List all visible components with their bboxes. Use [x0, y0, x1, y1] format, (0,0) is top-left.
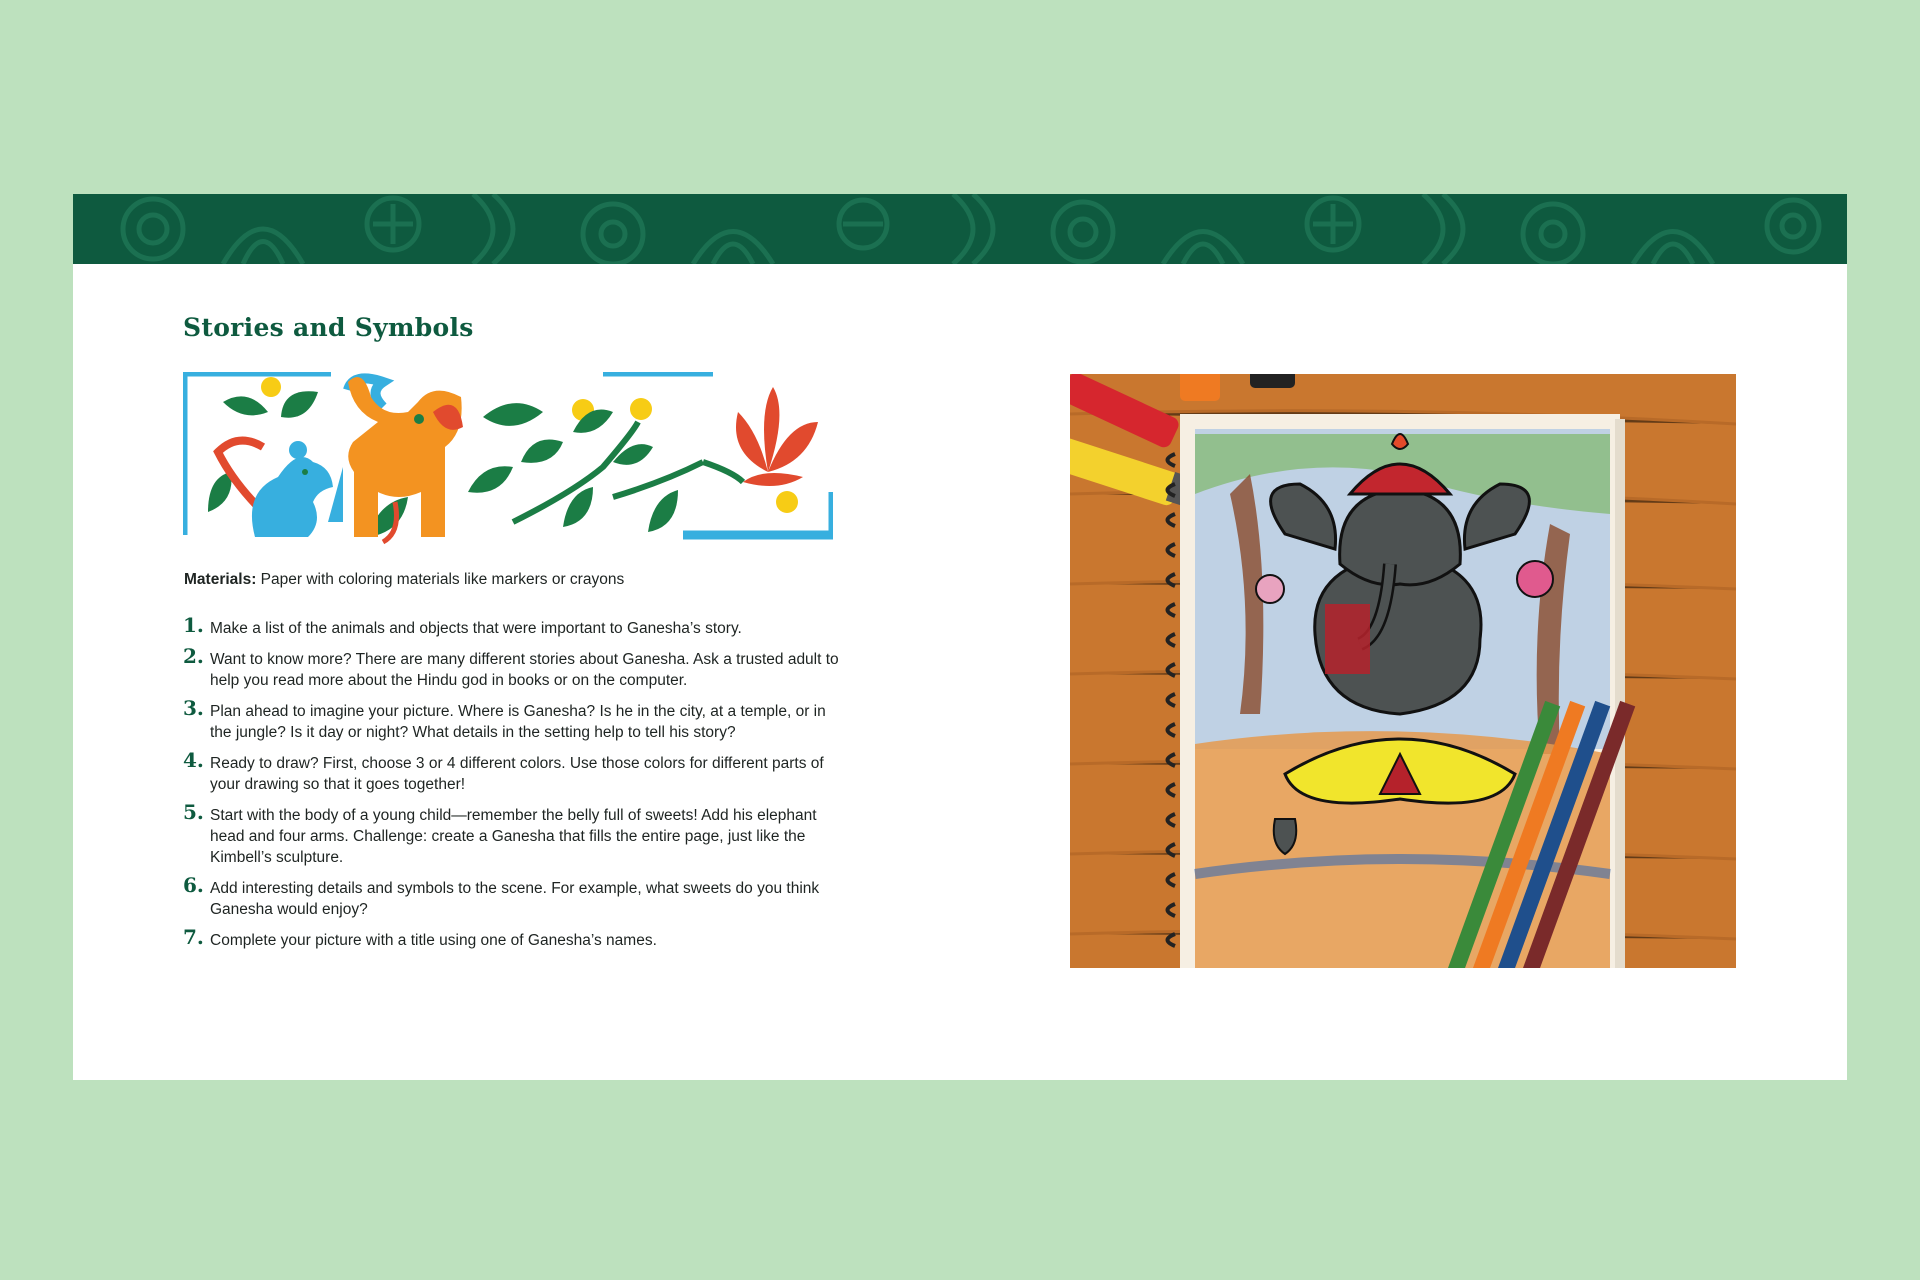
vine-icon: [468, 403, 703, 532]
step-item: [183, 748, 863, 795]
materials-label: Materials:: [184, 571, 257, 588]
step-number: 1.: [183, 613, 204, 637]
step-item: [183, 873, 863, 920]
instruction-steps: [183, 613, 863, 961]
step-text: Ready to draw? First, choose 3 or 4 different colors. Use those colors for different parts of your drawing so that it goes together!: [210, 755, 824, 793]
ganesha-drawing-photo: [1070, 374, 1736, 968]
step-text: Make a list of the animals and objects that were important to Ganesha’s story.: [210, 620, 742, 637]
step-text: Add interesting details and symbols to the scene. For example, what sweets do you think Ganesha would enjoy?: [210, 880, 820, 918]
step-number: 3.: [183, 696, 204, 720]
step-text: Plan ahead to imagine your picture. Where is Ganesha? Is he in the city, at a temple, or in the jungle? Is it day or night? What details in the setting help to tell his story?: [210, 703, 826, 741]
step-number: 6.: [183, 873, 204, 897]
step-text: Want to know more? There are many different stories about Ganesha. Ask a trusted adult to help you read more about the Hindu god in books or on the computer.: [210, 651, 839, 689]
mouse-icon: [218, 441, 333, 537]
sketchbook-drawing-image: [1070, 374, 1736, 968]
materials-text: Paper with coloring materials like markers or crayons: [256, 571, 625, 588]
banner-pattern-icon: [73, 194, 1847, 264]
frame-corner-bottom-right-icon: [683, 492, 833, 535]
step-number: 7.: [183, 925, 204, 949]
activity-page: [73, 194, 1847, 1080]
ganesha-motif-illustration: [183, 372, 833, 557]
page-title: Stories and Symbols: [183, 313, 474, 342]
decorative-banner: [73, 194, 1847, 264]
elephant-icon: [328, 377, 463, 542]
materials-line: [184, 571, 624, 589]
step-item: [183, 800, 863, 868]
step-number: 4.: [183, 748, 204, 772]
lotus-flower-icon: [703, 387, 818, 486]
step-item: [183, 696, 863, 743]
step-item: [183, 925, 863, 951]
step-text: Start with the body of a young child—remember the belly full of sweets! Add his elephant head and four arms. Challenge: create a Ganesha that fills the entire page, just like the Kimbell’s sculpture.: [210, 807, 817, 866]
step-item: [183, 644, 863, 691]
step-item: [183, 613, 863, 639]
step-number: 2.: [183, 644, 204, 668]
step-text: Complete your picture with a title using one of Ganesha’s names.: [210, 932, 657, 949]
step-number: 5.: [183, 800, 204, 824]
